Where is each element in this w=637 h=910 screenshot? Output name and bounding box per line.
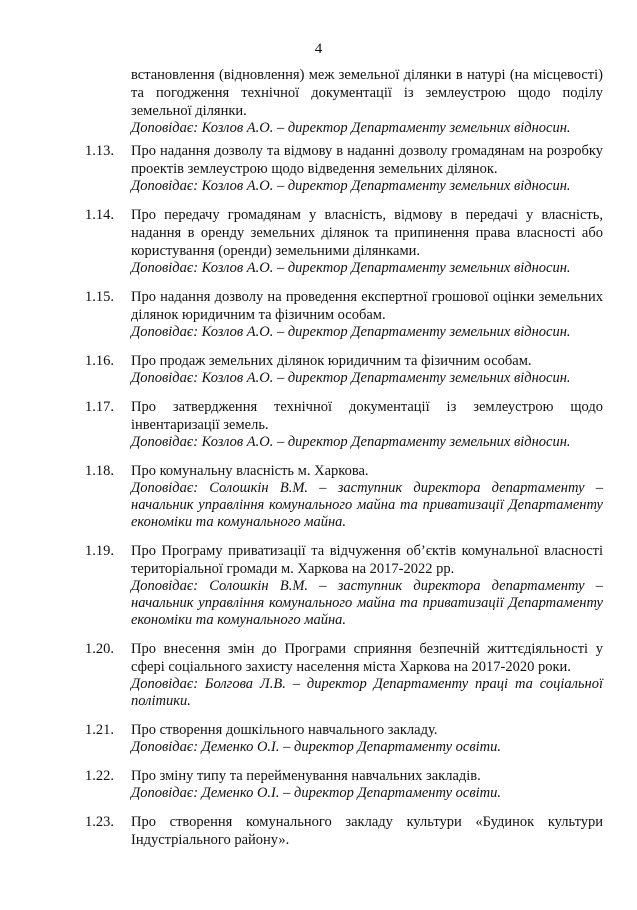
- agenda-item-title: Про надання дозволу та відмову в наданні дозволу громадянам на розробку проектів землеустрою щодо відведення земельних ділянок.: [131, 143, 603, 177]
- agenda-item-title: Про надання дозволу на проведення експертної грошової оцінки земельних ділянок юридичним та фізичним особам.: [131, 289, 603, 323]
- agenda-item: [0, 142, 637, 195]
- agenda-item: [0, 640, 637, 710]
- agenda-item-title: Про затвердження технічної документації із землеустрою щодо інвентаризації земель.: [131, 399, 603, 433]
- agenda-item-title: Про Програму приватизації та відчуження об’єктів комунальної власності територіальної громади м. Харкова на 2017-2022 рр.: [131, 543, 603, 577]
- agenda-item-speaker: Доповідає: Болгова Л.В. – директор Департаменту праці та соціальної політики.: [131, 676, 603, 709]
- agenda-item-title: Про передачу громадянам у власність, відмову в передачі у власність, надання в оренду земельних ділянок та припинення права власності або користування (оренди) земельними ділянками.: [131, 207, 603, 259]
- agenda-item-speaker: Доповідає: Козлов А.О. – директор Департаменту земельних відносин.: [131, 324, 571, 340]
- agenda-item-speaker: Доповідає: Козлов А.О. – директор Департаменту земельних відносин.: [131, 260, 571, 276]
- agenda-item-title: Про створення комунального закладу культури «Будинок культури Індустріального району».: [131, 814, 603, 848]
- agenda-item: [0, 398, 637, 451]
- agenda-item-number: 1.16.: [85, 353, 114, 369]
- agenda-item-number: 1.14.: [85, 207, 114, 223]
- agenda-item: [0, 288, 637, 341]
- agenda-item-number: 1.22.: [85, 768, 114, 784]
- agenda-item: [0, 542, 637, 629]
- agenda-item-speaker: Доповідає: Деменко О.І. – директор Департаменту освіти.: [131, 739, 501, 755]
- agenda-item-speaker: Доповідає: Козлов А.О. – директор Департаменту земельних відносин.: [131, 434, 571, 450]
- agenda-item-number: 1.19.: [85, 543, 114, 559]
- page-number: 4: [314, 41, 323, 57]
- agenda-list: [0, 142, 637, 860]
- agenda-item-number: 1.21.: [85, 722, 114, 738]
- continued-item-text: встановлення (відновлення) меж земельної ділянки в натурі (на місцевості) та погодження технічної документації із землеустрою щодо поділу земельної ділянки.: [131, 67, 603, 119]
- agenda-item-number: 1.23.: [85, 814, 114, 830]
- agenda-item-title: Про комунальну власність м. Харкова.: [131, 463, 369, 479]
- agenda-item: [0, 352, 637, 387]
- agenda-item-speaker: Доповідає: Козлов А.О. – директор Департаменту земельних відносин.: [131, 178, 571, 194]
- agenda-item-title: Про продаж земельних ділянок юридичним та фізичним особам.: [131, 353, 532, 369]
- agenda-item: [0, 462, 637, 531]
- agenda-item: [0, 721, 637, 756]
- agenda-item-title: Про зміну типу та перейменування навчальних закладів.: [131, 768, 481, 784]
- agenda-item-number: 1.13.: [85, 143, 114, 159]
- agenda-item-title: Про внесення змін до Програми сприяння безпечній життєдіяльності у сфері соціального захисту населення міста Харкова на 2017-2020 роки.: [131, 641, 603, 675]
- agenda-item-number: 1.18.: [85, 463, 114, 479]
- agenda-item-number: 1.17.: [85, 399, 114, 415]
- continued-item: [131, 66, 603, 137]
- agenda-item-title: Про створення дошкільного навчального закладу.: [131, 722, 438, 738]
- agenda-item-speaker: Доповідає: Козлов А.О. – директор Департаменту земельних відносин.: [131, 370, 571, 386]
- agenda-item: [0, 767, 637, 802]
- agenda-item: [0, 813, 637, 849]
- agenda-item-speaker: Доповідає: Деменко О.І. – директор Департаменту освіти.: [131, 785, 501, 801]
- agenda-item-number: 1.20.: [85, 641, 114, 657]
- agenda-item-speaker: Доповідає: Солошкін В.М. – заступник директора департаменту – начальник управління комунального майна та приватизації Департаменту економіки та комунального майна.: [131, 578, 603, 628]
- continued-item-speaker: Доповідає: Козлов А.О. – директор Департаменту земельних відносин.: [131, 120, 571, 136]
- agenda-item-speaker: Доповідає: Солошкін В.М. – заступник директора департаменту – начальник управління комунального майна та приватизації Департаменту економіки та комунального майна.: [131, 480, 603, 530]
- agenda-item: [0, 206, 637, 277]
- agenda-item-number: 1.15.: [85, 289, 114, 305]
